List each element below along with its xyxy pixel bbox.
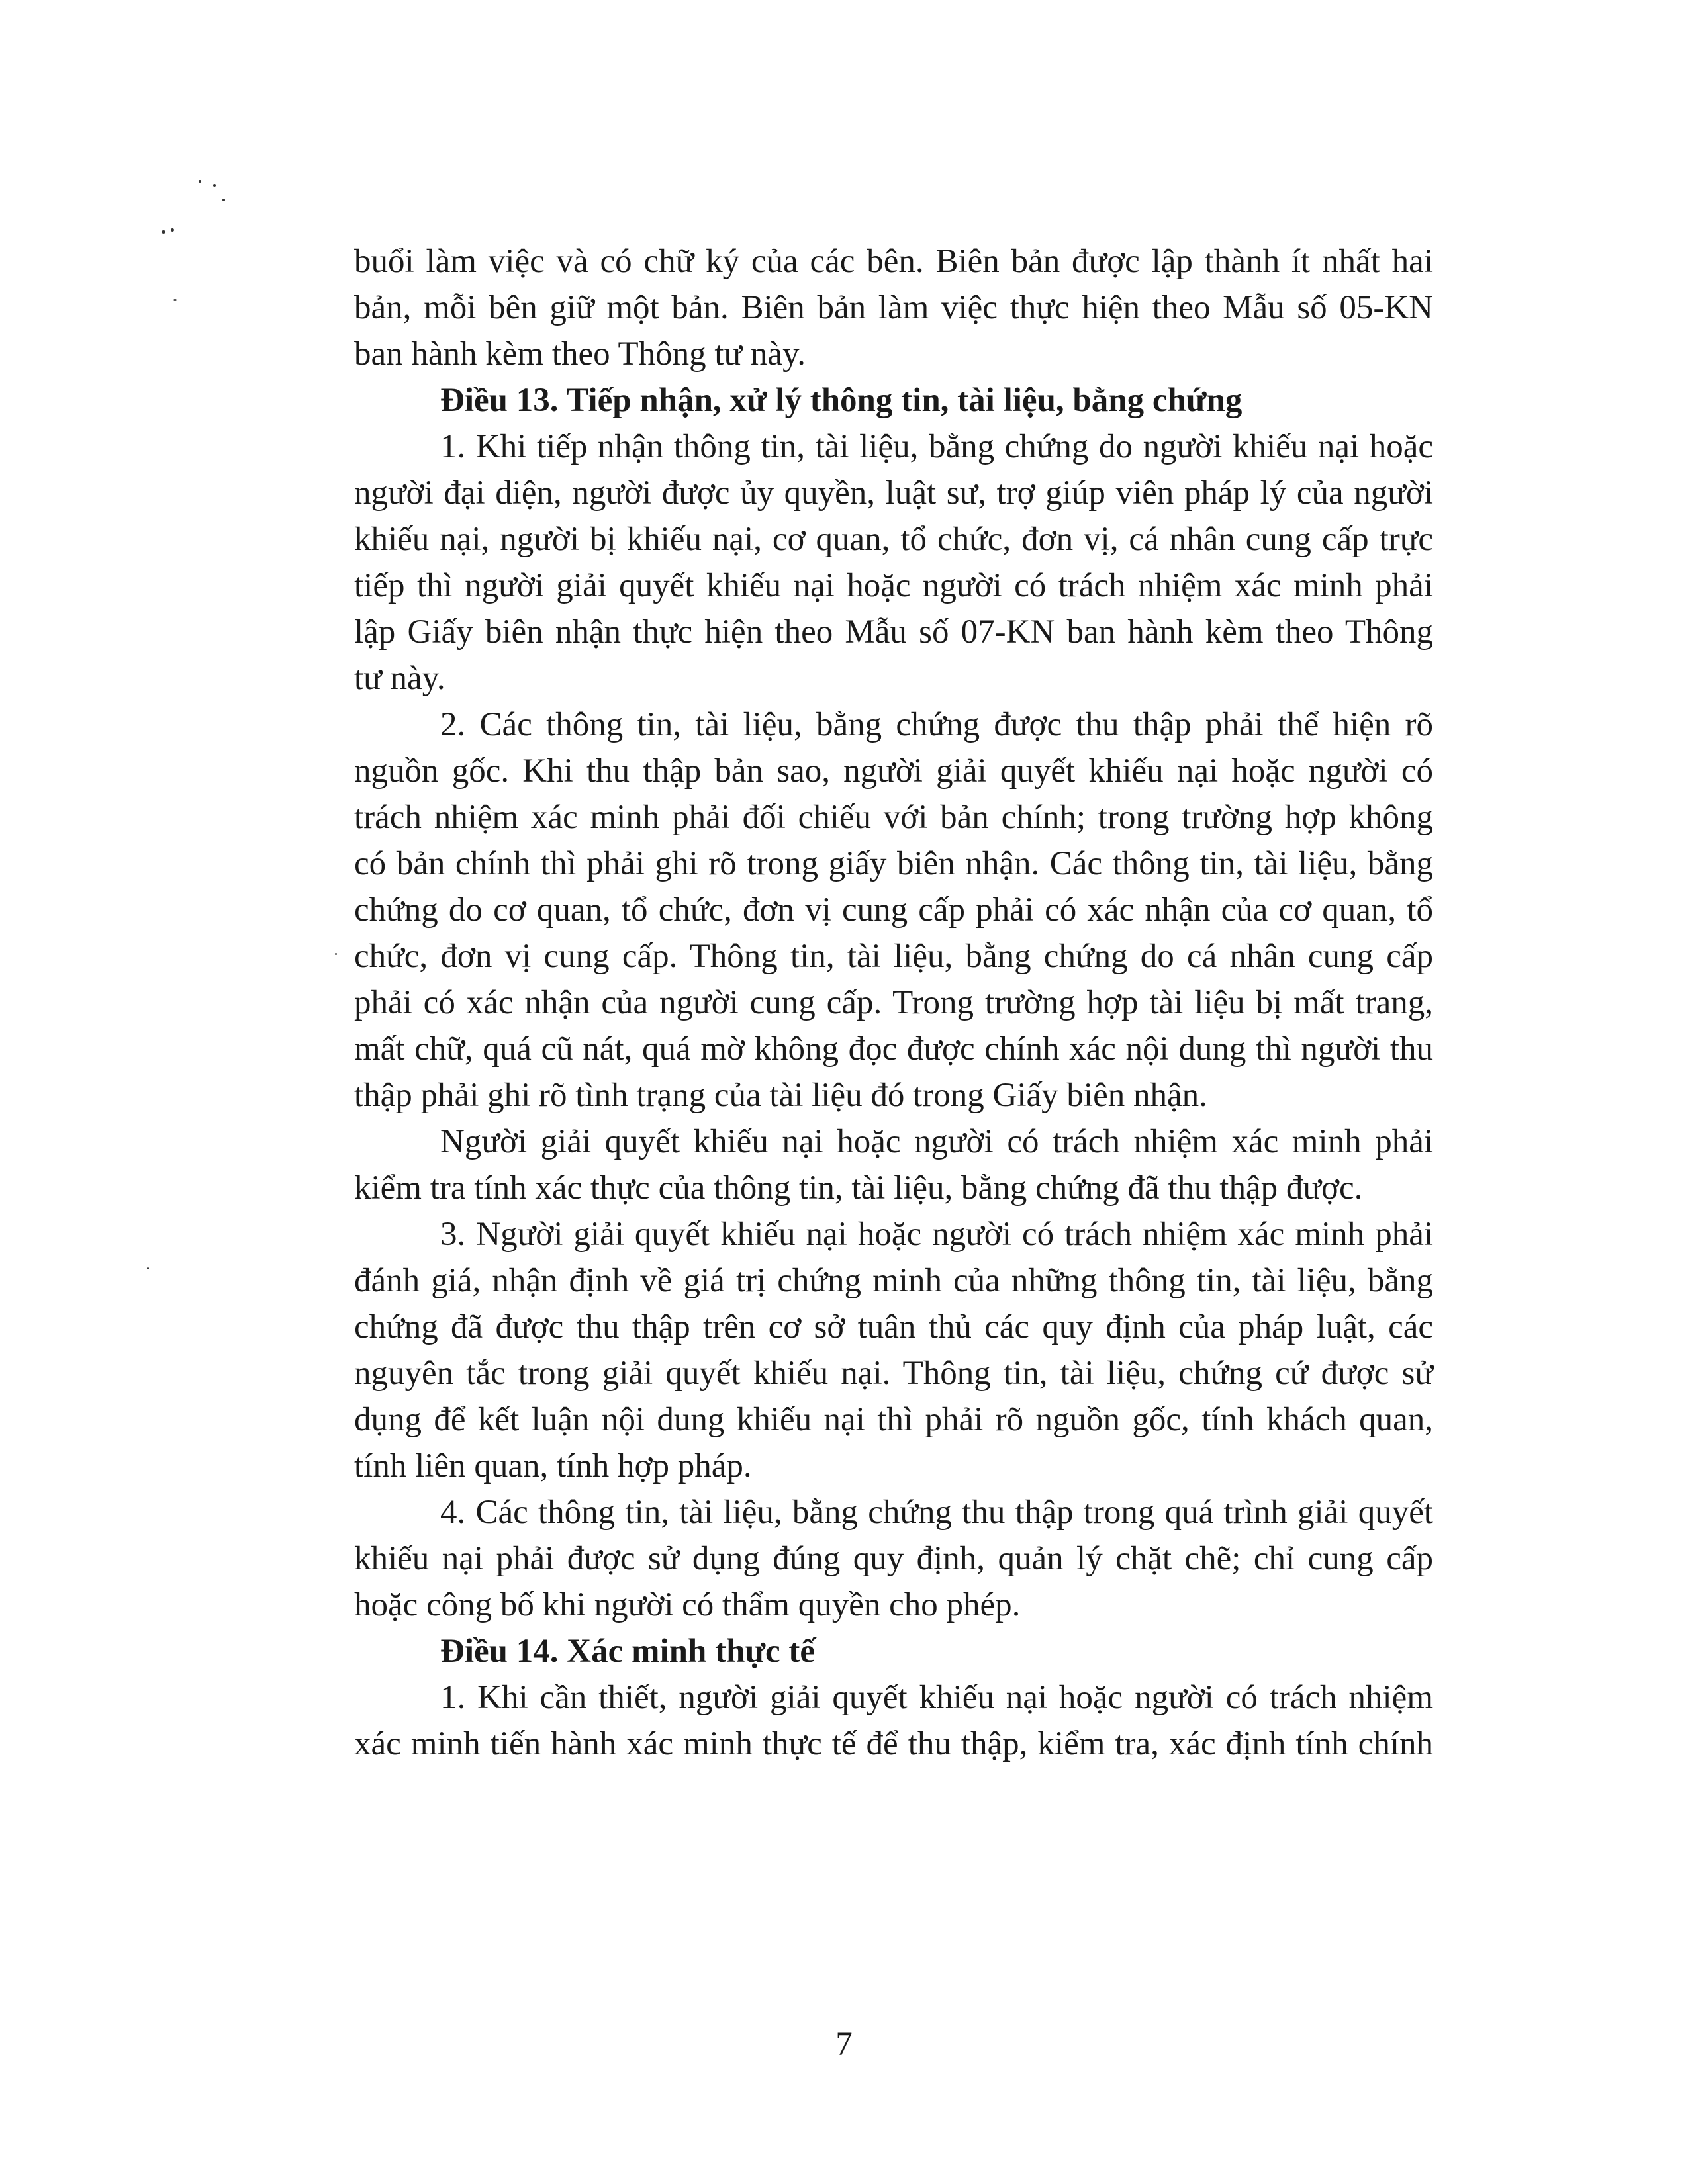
continuation-paragraph — [354, 238, 1433, 377]
scan-speck — [213, 184, 216, 187]
text-line: người đại diện, người được ủy quyền, luật sư, trợ giúp viên pháp lý của người — [354, 475, 1433, 512]
scan-speck — [171, 228, 174, 232]
text-line: thập phải ghi rõ tình trạng của tài liệu đó trong Giấy biên nhận. — [354, 1077, 1207, 1114]
text-line: khiếu nại phải được sử dụng đúng quy định, quản lý chặt chẽ; chỉ cung cấp — [354, 1540, 1433, 1577]
article-13-clause-2-paragraph-2 — [354, 1118, 1433, 1211]
text-line: đánh giá, nhận định về giá trị chứng minh của những thông tin, tài liệu, bằng — [354, 1262, 1433, 1299]
text-line: chứng do cơ quan, tổ chức, đơn vị cung cấp phải có xác nhận của cơ quan, tổ — [354, 891, 1433, 929]
text-line: tư này. — [354, 660, 445, 697]
text-line: nguyên tắc trong giải quyết khiếu nại. Thông tin, tài liệu, chứng cứ được sử — [354, 1355, 1433, 1392]
page-number: 7 — [835, 2026, 853, 2063]
scan-speck — [222, 199, 225, 201]
text-line: tính liên quan, tính hợp pháp. — [354, 1447, 752, 1484]
text-line: lập Giấy biên nhận thực hiện theo Mẫu số 07-KN ban hành kèm theo Thông — [354, 614, 1433, 651]
scan-speck — [147, 1267, 149, 1269]
text-line: chứng đã được thu thập trên cơ sở tuân thủ các quy định của pháp luật, các — [354, 1308, 1433, 1345]
text-line: mất chữ, quá cũ nát, quá mờ không đọc được chính xác nội dung thì người thu — [354, 1030, 1433, 1068]
text-line: xác minh tiến hành xác minh thực tế để thu thập, kiểm tra, xác định tính chính — [354, 1725, 1433, 1762]
text-line: dụng để kết luận nội dung khiếu nại thì phải rõ nguồn gốc, tính khách quan, — [354, 1401, 1433, 1438]
article-13-clause-3 — [354, 1211, 1433, 1489]
text-line: kiểm tra tính xác thực của thông tin, tài liệu, bằng chứng đã thu thập được. — [354, 1169, 1363, 1206]
text-line: 1. Khi tiếp nhận thông tin, tài liệu, bằng chứng do người khiếu nại hoặc — [440, 428, 1433, 465]
text-line: ban hành kèm theo Thông tư này. — [354, 336, 806, 373]
text-line: hoặc công bố khi người có thẩm quyền cho phép. — [354, 1586, 1021, 1623]
scan-speck — [335, 953, 337, 955]
text-line: nguồn gốc. Khi thu thập bản sao, người giải quyết khiếu nại hoặc người có — [354, 752, 1433, 790]
text-line: bản, mỗi bên giữ một bản. Biên bản làm việc thực hiện theo Mẫu số 05-KN — [354, 289, 1433, 326]
scan-speck — [162, 230, 165, 234]
scan-speck — [199, 180, 201, 183]
article-13-clause-1 — [354, 424, 1433, 702]
text-line: buổi làm việc và có chữ ký của các bên. Biên bản được lập thành ít nhất hai — [354, 243, 1433, 280]
article-13-heading: Điều 13. Tiếp nhận, xử lý thông tin, tài liệu, bằng chứng — [440, 382, 1243, 419]
text-line: 1. Khi cần thiết, người giải quyết khiếu nại hoặc người có trách nhiệm — [440, 1679, 1433, 1716]
text-line: 3. Người giải quyết khiếu nại hoặc người có trách nhiệm xác minh phải — [440, 1216, 1433, 1253]
text-line: 4. Các thông tin, tài liệu, bằng chứng thu thập trong quá trình giải quyết — [440, 1494, 1433, 1531]
text-line: Người giải quyết khiếu nại hoặc người có trách nhiệm xác minh phải — [440, 1123, 1433, 1160]
article-13-clause-4 — [354, 1489, 1433, 1628]
text-line: 2. Các thông tin, tài liệu, bằng chứng được thu thập phải thể hiện rõ — [440, 706, 1433, 743]
text-line: có bản chính thì phải ghi rõ trong giấy biên nhận. Các thông tin, tài liệu, bằng — [354, 845, 1433, 882]
text-line: tiếp thì người giải quyết khiếu nại hoặc người có trách nhiệm xác minh phải — [354, 567, 1433, 604]
text-line: chức, đơn vị cung cấp. Thông tin, tài liệu, bằng chứng do cá nhân cung cấp — [354, 938, 1433, 975]
article-14-heading: Điều 14. Xác minh thực tế — [440, 1633, 816, 1670]
text-line: khiếu nại, người bị khiếu nại, cơ quan, tổ chức, đơn vị, cá nhân cung cấp trực — [354, 521, 1433, 558]
text-line: phải có xác nhận của người cung cấp. Trong trường hợp tài liệu bị mất trang, — [354, 984, 1433, 1021]
scan-speck — [173, 299, 177, 301]
article-13-clause-2 — [354, 702, 1433, 1118]
text-line: trách nhiệm xác minh phải đối chiếu với bản chính; trong trường hợp không — [354, 799, 1433, 836]
document-page — [354, 238, 1433, 1767]
article-14-clause-1 — [354, 1674, 1433, 1767]
